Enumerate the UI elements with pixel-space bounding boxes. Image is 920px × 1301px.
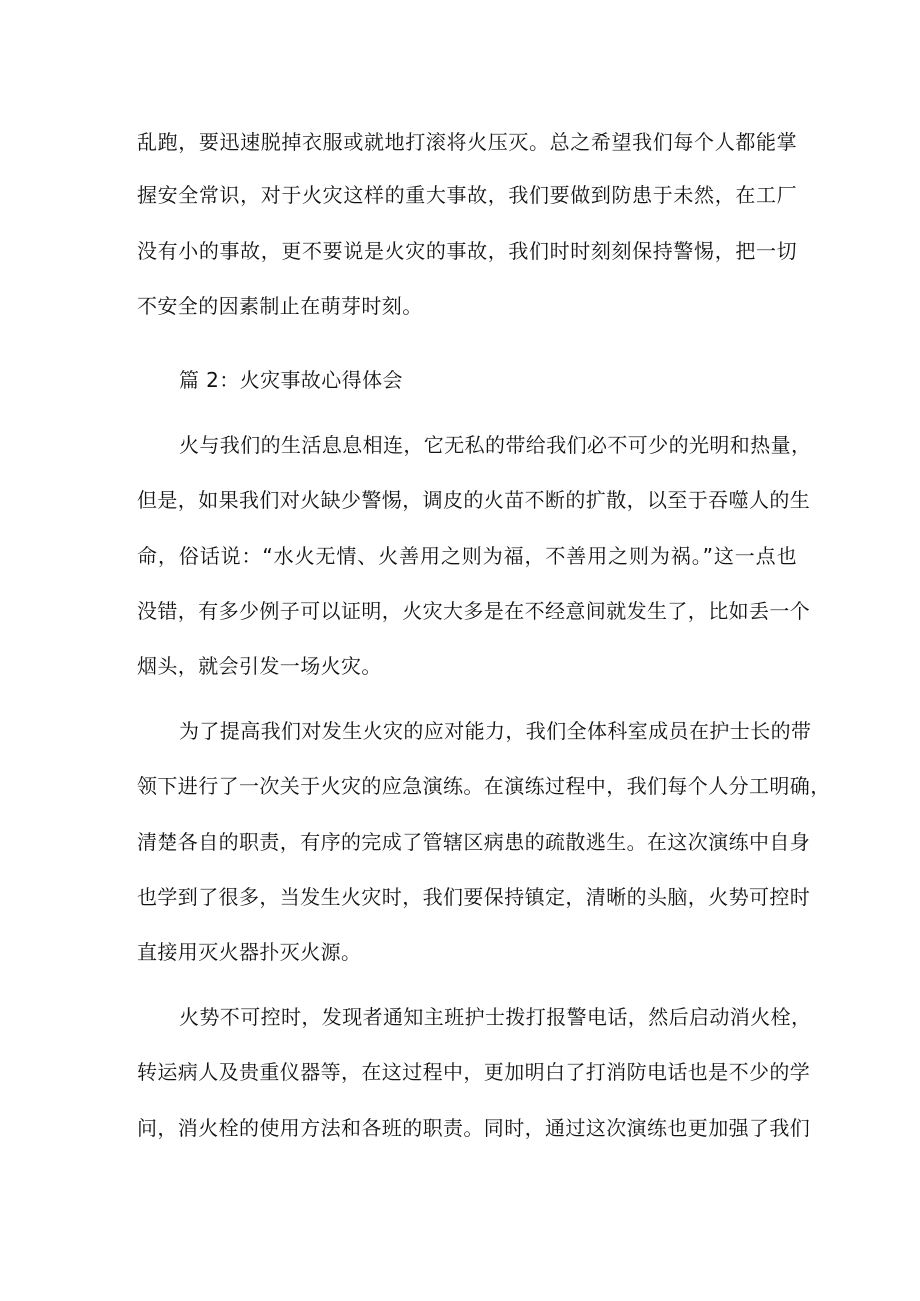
paragraph-1-line-4: 不安全的因素制止在萌芽时刻。	[137, 294, 423, 318]
paragraph-3-line-5: 直接用灭火器扑灭火源。	[137, 940, 362, 964]
paragraph-4-line-1: 火势不可控时，发现者通知主班护士拨打报警电话，然后启动消火栓，	[179, 1005, 812, 1029]
paragraph-3-line-2: 领下进行了一次关于火灾的应急演练。在演练过程中，我们每个人分工明确，	[137, 774, 831, 798]
paragraph-2-line-4: 没错，有多少例子可以证明，火灾大多是在不经意间就发生了，比如丢一个	[137, 599, 811, 623]
paragraph-4-line-2: 转运病人及贵重仪器等，在这过程中，更加明白了打消防电话也是不少的学	[137, 1060, 811, 1084]
paragraph-2-line-5: 烟头，就会引发一场火灾。	[137, 654, 382, 678]
paragraph-2-line-1: 火与我们的生活息息相连，它无私的带给我们必不可少的光明和热量，	[179, 433, 812, 457]
paragraph-3-line-3: 清楚各自的职责，有序的完成了管辖区病患的疏散逃生。在这次演练中自身	[137, 830, 811, 854]
paragraph-4-line-3: 问，消火栓的使用方法和各班的职责。同时，通过这次演练也更加强了我们	[137, 1116, 811, 1140]
paragraph-1-line-1: 乱跑，要迅速脱掉衣服或就地打滚将火压灭。总之希望我们每个人都能掌	[137, 130, 797, 154]
paragraph-1-line-2: 握安全常识，对于火灾这样的重大事故，我们要做到防患于未然，在工厂	[137, 183, 797, 207]
section-heading: 篇 2：火灾事故心得体会	[179, 368, 403, 392]
paragraph-1-line-3: 没有小的事故，更不要说是火灾的事故，我们时时刻刻保持警惕，把一切	[137, 239, 797, 263]
paragraph-2-line-2: 但是，如果我们对火缺少警惕，调皮的火苗不断的扩散，以至于吞噬人的生	[137, 488, 811, 512]
paragraph-3-line-1: 为了提高我们对发生火灾的应对能力，我们全体科室成员在护士长的带	[179, 719, 812, 743]
paragraph-3-line-4: 也学到了很多，当发生火灾时，我们要保持镇定，清晰的头脑，火势可控时	[137, 885, 811, 909]
paragraph-2-line-3: 命，俗话说：“水火无情、火善用之则为福，不善用之则为祸。”这一点也	[137, 544, 797, 568]
